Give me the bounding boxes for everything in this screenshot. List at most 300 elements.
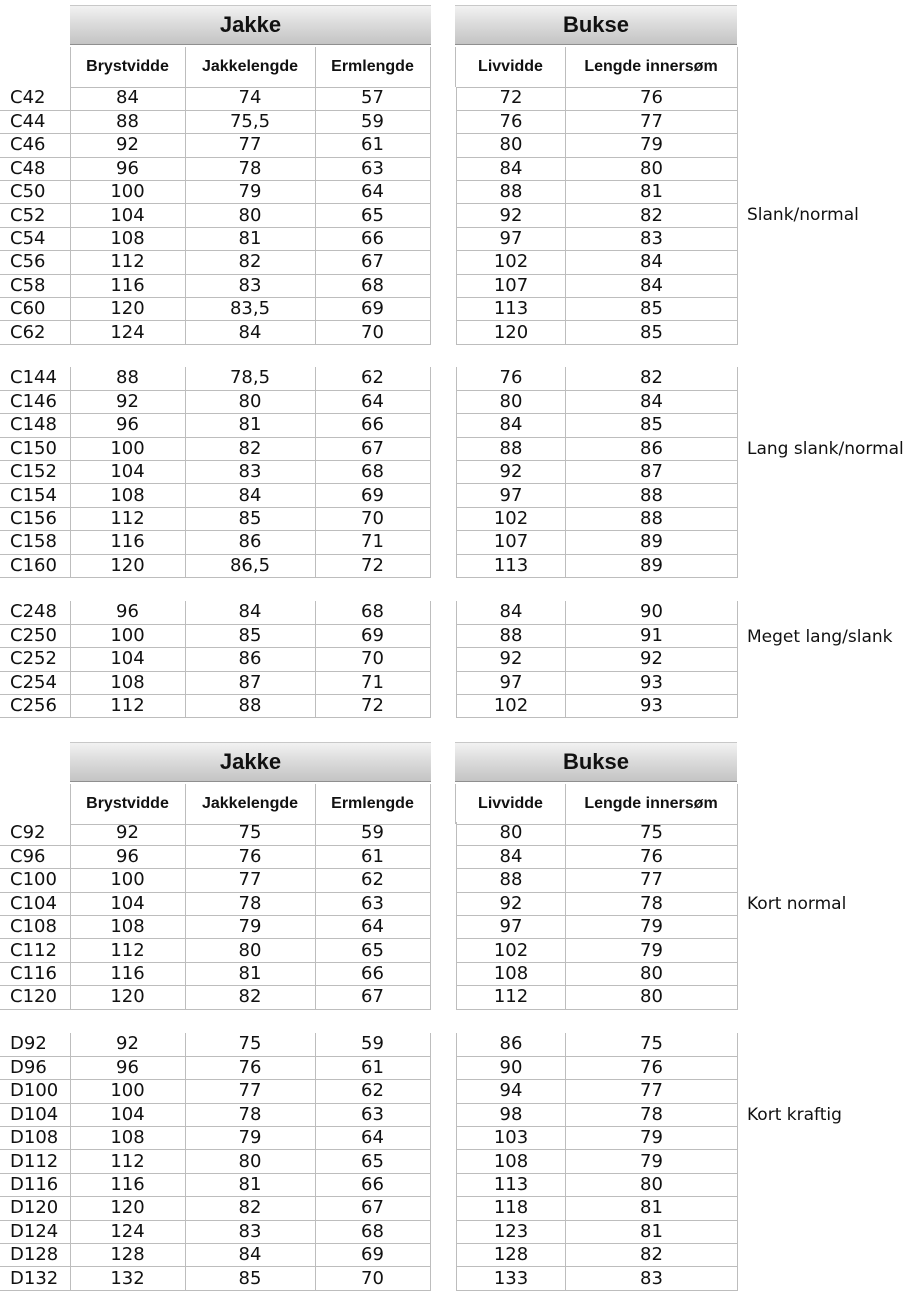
cell-lengde-innersom: 76 xyxy=(566,845,738,868)
cell-brystvidde: 120 xyxy=(70,986,185,1009)
cell-brystvidde: 112 xyxy=(70,507,185,530)
cell-livvidde: 84 xyxy=(457,157,566,180)
table-row xyxy=(457,251,738,274)
cell-size-code: C254 xyxy=(0,671,70,694)
table-row xyxy=(457,1244,738,1267)
cell-livvidde: 97 xyxy=(457,484,566,507)
cell-livvidde: 88 xyxy=(457,181,566,204)
cell-size-code: C58 xyxy=(0,274,70,297)
cell-brystvidde: 116 xyxy=(70,1173,185,1196)
cell-livvidde: 97 xyxy=(457,916,566,939)
cell-brystvidde: 120 xyxy=(70,1197,185,1220)
table-row xyxy=(457,1173,738,1196)
cell-lengde-innersom: 88 xyxy=(566,484,738,507)
table-row xyxy=(0,87,430,110)
cell-jakkelengde: 78,5 xyxy=(185,367,315,390)
table-row xyxy=(457,367,738,390)
cell-size-code: C112 xyxy=(0,939,70,962)
cell-ermlengde: 66 xyxy=(315,1173,430,1196)
cell-jakkelengde: 79 xyxy=(185,181,315,204)
table-row xyxy=(457,624,738,647)
cell-livvidde: 102 xyxy=(457,939,566,962)
table-row xyxy=(0,507,430,530)
cell-ermlengde: 64 xyxy=(315,916,430,939)
cell-jakkelengde: 87 xyxy=(185,671,315,694)
cell-brystvidde: 116 xyxy=(70,531,185,554)
table-row xyxy=(0,601,430,624)
cell-lengde-innersom: 79 xyxy=(566,916,738,939)
table-row xyxy=(457,274,738,297)
cell-jakkelengde: 82 xyxy=(185,1197,315,1220)
cell-size-code: C154 xyxy=(0,484,70,507)
cell-brystvidde: 108 xyxy=(70,1127,185,1150)
cell-size-code: C116 xyxy=(0,962,70,985)
cell-lengde-innersom: 89 xyxy=(566,531,738,554)
table-row xyxy=(0,1244,430,1267)
table-row xyxy=(457,204,738,227)
cell-brystvidde: 104 xyxy=(70,892,185,915)
table-row xyxy=(0,251,430,274)
cell-livvidde: 98 xyxy=(457,1103,566,1126)
table-row xyxy=(0,892,430,915)
table-row xyxy=(457,227,738,250)
cell-size-code: C150 xyxy=(0,437,70,460)
cell-size-code: C60 xyxy=(0,298,70,321)
cell-size-code: C120 xyxy=(0,986,70,1009)
table-row xyxy=(457,110,738,133)
cell-jakkelengde: 76 xyxy=(185,1056,315,1079)
cell-size-code: C144 xyxy=(0,367,70,390)
cell-jakkelengde: 85 xyxy=(185,624,315,647)
cell-ermlengde: 69 xyxy=(315,484,430,507)
cell-brystvidde: 92 xyxy=(70,134,185,157)
table-row xyxy=(457,1150,738,1173)
cell-livvidde: 118 xyxy=(457,1197,566,1220)
bukse-table xyxy=(456,1033,738,1291)
cell-livvidde: 80 xyxy=(457,134,566,157)
cell-livvidde: 84 xyxy=(457,845,566,868)
cell-livvidde: 113 xyxy=(457,554,566,577)
cell-ermlengde: 68 xyxy=(315,461,430,484)
jakke-table xyxy=(0,601,431,718)
table-row xyxy=(0,1103,430,1126)
cell-size-code: C56 xyxy=(0,251,70,274)
cell-brystvidde: 96 xyxy=(70,601,185,624)
table-row xyxy=(0,461,430,484)
group-label-slank-normal: Slank/normal xyxy=(747,205,859,225)
table-row xyxy=(0,274,430,297)
cell-jakkelengde: 77 xyxy=(185,869,315,892)
cell-jakkelengde: 83 xyxy=(185,1220,315,1243)
cell-lengde-innersom: 88 xyxy=(566,507,738,530)
cell-jakkelengde: 77 xyxy=(185,134,315,157)
cell-livvidde: 94 xyxy=(457,1080,566,1103)
cell-jakkelengde: 81 xyxy=(185,414,315,437)
cell-livvidde: 113 xyxy=(457,298,566,321)
cell-size-code: C146 xyxy=(0,390,70,413)
cell-brystvidde: 112 xyxy=(70,251,185,274)
bukse-table xyxy=(456,601,738,718)
cell-brystvidde: 124 xyxy=(70,321,185,344)
cell-jakkelengde: 79 xyxy=(185,1127,315,1150)
table-row xyxy=(0,671,430,694)
table-row xyxy=(0,695,430,718)
cell-lengde-innersom: 75 xyxy=(566,1033,738,1056)
cell-jakkelengde: 79 xyxy=(185,916,315,939)
cell-brystvidde: 100 xyxy=(70,1080,185,1103)
table-row xyxy=(457,390,738,413)
table-row xyxy=(0,321,430,344)
table-row xyxy=(0,822,430,845)
cell-jakkelengde: 81 xyxy=(185,962,315,985)
cell-livvidde: 90 xyxy=(457,1056,566,1079)
cell-livvidde: 102 xyxy=(457,507,566,530)
table-row xyxy=(0,367,430,390)
cell-size-code: C152 xyxy=(0,461,70,484)
cell-size-code: C50 xyxy=(0,181,70,204)
cell-lengde-innersom: 93 xyxy=(566,671,738,694)
cell-size-code: C54 xyxy=(0,227,70,250)
table-row xyxy=(457,484,738,507)
table-row xyxy=(0,134,430,157)
cell-jakkelengde: 85 xyxy=(185,507,315,530)
cell-lengde-innersom: 80 xyxy=(566,962,738,985)
cell-lengde-innersom: 82 xyxy=(566,204,738,227)
table-row xyxy=(0,869,430,892)
cell-brystvidde: 108 xyxy=(70,484,185,507)
cell-ermlengde: 63 xyxy=(315,157,430,180)
table-row xyxy=(0,554,430,577)
group-label-lang-slank-normal: Lang slank/normal xyxy=(747,439,904,459)
cell-livvidde: 92 xyxy=(457,204,566,227)
table-row xyxy=(0,390,430,413)
table-row xyxy=(0,1150,430,1173)
cell-lengde-innersom: 79 xyxy=(566,1127,738,1150)
cell-brystvidde: 108 xyxy=(70,671,185,694)
cell-size-code: C250 xyxy=(0,624,70,647)
cell-brystvidde: 100 xyxy=(70,181,185,204)
cell-livvidde: 103 xyxy=(457,1127,566,1150)
cell-brystvidde: 92 xyxy=(70,390,185,413)
cell-livvidde: 102 xyxy=(457,695,566,718)
table-row xyxy=(457,531,738,554)
jakke-table xyxy=(0,822,431,1010)
bukse-table xyxy=(456,367,738,578)
cell-ermlengde: 63 xyxy=(315,892,430,915)
table-row xyxy=(457,298,738,321)
cell-lengde-innersom: 84 xyxy=(566,390,738,413)
cell-jakkelengde: 83 xyxy=(185,461,315,484)
cell-jakkelengde: 75,5 xyxy=(185,110,315,133)
cell-lengde-innersom: 82 xyxy=(566,1244,738,1267)
cell-jakkelengde: 84 xyxy=(185,601,315,624)
table-row xyxy=(0,939,430,962)
table-row xyxy=(457,554,738,577)
cell-ermlengde: 65 xyxy=(315,939,430,962)
cell-brystvidde: 92 xyxy=(70,822,185,845)
cell-jakkelengde: 84 xyxy=(185,321,315,344)
cell-size-code: C156 xyxy=(0,507,70,530)
cell-ermlengde: 67 xyxy=(315,1197,430,1220)
table-row xyxy=(0,916,430,939)
cell-ermlengde: 68 xyxy=(315,601,430,624)
cell-jakkelengde: 82 xyxy=(185,251,315,274)
cell-ermlengde: 63 xyxy=(315,1103,430,1126)
table-row xyxy=(0,157,430,180)
table-row xyxy=(0,437,430,460)
cell-ermlengde: 61 xyxy=(315,1056,430,1079)
bukse-header: Bukse xyxy=(455,742,737,782)
cell-lengde-innersom: 77 xyxy=(566,1080,738,1103)
cell-lengde-innersom: 85 xyxy=(566,414,738,437)
table-row xyxy=(457,845,738,868)
cell-jakkelengde: 80 xyxy=(185,390,315,413)
table-row xyxy=(457,822,738,845)
cell-size-code: C44 xyxy=(0,110,70,133)
table-row xyxy=(457,1056,738,1079)
cell-size-code: D120 xyxy=(0,1197,70,1220)
cell-jakkelengde: 86 xyxy=(185,531,315,554)
cell-brystvidde: 120 xyxy=(70,298,185,321)
table-row xyxy=(457,601,738,624)
cell-size-code: D96 xyxy=(0,1056,70,1079)
table-row xyxy=(0,1220,430,1243)
table-row xyxy=(0,1056,430,1079)
table-row xyxy=(0,227,430,250)
cell-ermlengde: 70 xyxy=(315,321,430,344)
cell-lengde-innersom: 75 xyxy=(566,822,738,845)
table-row xyxy=(457,414,738,437)
cell-brystvidde: 100 xyxy=(70,437,185,460)
cell-ermlengde: 69 xyxy=(315,1244,430,1267)
table-row xyxy=(0,531,430,554)
bukse-table xyxy=(456,822,738,1010)
table-row xyxy=(457,461,738,484)
cell-size-code: C108 xyxy=(0,916,70,939)
cell-lengde-innersom: 93 xyxy=(566,695,738,718)
cell-jakkelengde: 88 xyxy=(185,695,315,718)
cell-size-code: C248 xyxy=(0,601,70,624)
col-header-jakkelengde: Jakkelengde xyxy=(185,47,315,88)
cell-brystvidde: 96 xyxy=(70,414,185,437)
cell-brystvidde: 132 xyxy=(70,1267,185,1290)
cell-livvidde: 108 xyxy=(457,962,566,985)
cell-size-code: C256 xyxy=(0,695,70,718)
cell-jakkelengde: 82 xyxy=(185,437,315,460)
group-label-meget-lang-slank: Meget lang/slank xyxy=(747,627,893,647)
table-row xyxy=(0,181,430,204)
cell-livvidde: 80 xyxy=(457,822,566,845)
cell-brystvidde: 104 xyxy=(70,648,185,671)
cell-livvidde: 128 xyxy=(457,1244,566,1267)
cell-lengde-innersom: 80 xyxy=(566,986,738,1009)
cell-size-code: C62 xyxy=(0,321,70,344)
col-header-brystvidde: Brystvidde xyxy=(70,784,185,825)
col-header-ermlengde: Ermlengde xyxy=(315,47,430,88)
cell-livvidde: 92 xyxy=(457,461,566,484)
table-row xyxy=(457,939,738,962)
cell-livvidde: 86 xyxy=(457,1033,566,1056)
cell-livvidde: 88 xyxy=(457,624,566,647)
cell-size-code: D108 xyxy=(0,1127,70,1150)
table-row xyxy=(457,87,738,110)
table-row xyxy=(457,1267,738,1290)
cell-ermlengde: 70 xyxy=(315,1267,430,1290)
table-row xyxy=(0,484,430,507)
table-row xyxy=(0,624,430,647)
cell-lengde-innersom: 84 xyxy=(566,251,738,274)
cell-livvidde: 80 xyxy=(457,390,566,413)
cell-ermlengde: 59 xyxy=(315,1033,430,1056)
cell-livvidde: 88 xyxy=(457,869,566,892)
cell-jakkelengde: 86,5 xyxy=(185,554,315,577)
cell-lengde-innersom: 89 xyxy=(566,554,738,577)
cell-livvidde: 76 xyxy=(457,110,566,133)
cell-livvidde: 112 xyxy=(457,986,566,1009)
cell-lengde-innersom: 87 xyxy=(566,461,738,484)
table-row xyxy=(457,869,738,892)
size-block-1 xyxy=(0,5,911,725)
cell-size-code: C48 xyxy=(0,157,70,180)
table-row xyxy=(0,986,430,1009)
table-row xyxy=(0,962,430,985)
cell-jakkelengde: 74 xyxy=(185,87,315,110)
cell-size-code: D124 xyxy=(0,1220,70,1243)
cell-size-code: C52 xyxy=(0,204,70,227)
table-row xyxy=(457,181,738,204)
cell-lengde-innersom: 78 xyxy=(566,1103,738,1126)
table-row xyxy=(457,321,738,344)
cell-livvidde: 97 xyxy=(457,227,566,250)
group-label-kort-kraftig: Kort kraftig xyxy=(747,1105,842,1125)
cell-lengde-innersom: 84 xyxy=(566,274,738,297)
cell-ermlengde: 65 xyxy=(315,1150,430,1173)
cell-lengde-innersom: 85 xyxy=(566,321,738,344)
cell-size-code: C46 xyxy=(0,134,70,157)
table-row xyxy=(457,1080,738,1103)
cell-ermlengde: 69 xyxy=(315,624,430,647)
cell-brystvidde: 96 xyxy=(70,157,185,180)
col-header-lengde-innersom: Lengde innersøm xyxy=(565,47,737,88)
cell-lengde-innersom: 85 xyxy=(566,298,738,321)
jakke-table xyxy=(0,367,431,578)
cell-size-code: C42 xyxy=(0,87,70,110)
cell-livvidde: 108 xyxy=(457,1150,566,1173)
table-row xyxy=(0,204,430,227)
cell-lengde-innersom: 78 xyxy=(566,892,738,915)
cell-ermlengde: 70 xyxy=(315,507,430,530)
table-row xyxy=(0,298,430,321)
cell-lengde-innersom: 83 xyxy=(566,1267,738,1290)
cell-livvidde: 92 xyxy=(457,892,566,915)
table-row xyxy=(457,1103,738,1126)
cell-size-code: D116 xyxy=(0,1173,70,1196)
col-header-ermlengde: Ermlengde xyxy=(315,784,430,825)
table-row xyxy=(0,1033,430,1056)
cell-livvidde: 102 xyxy=(457,251,566,274)
cell-livvidde: 76 xyxy=(457,367,566,390)
table-row xyxy=(0,1197,430,1220)
table-row xyxy=(457,671,738,694)
table-row xyxy=(0,110,430,133)
cell-size-code: C92 xyxy=(0,822,70,845)
cell-livvidde: 133 xyxy=(457,1267,566,1290)
cell-brystvidde: 108 xyxy=(70,916,185,939)
cell-ermlengde: 61 xyxy=(315,845,430,868)
cell-size-code: C160 xyxy=(0,554,70,577)
cell-livvidde: 84 xyxy=(457,601,566,624)
cell-ermlengde: 68 xyxy=(315,274,430,297)
cell-lengde-innersom: 90 xyxy=(566,601,738,624)
cell-brystvidde: 88 xyxy=(70,367,185,390)
cell-jakkelengde: 78 xyxy=(185,892,315,915)
cell-ermlengde: 72 xyxy=(315,554,430,577)
cell-ermlengde: 62 xyxy=(315,869,430,892)
table-row xyxy=(0,1080,430,1103)
cell-lengde-innersom: 79 xyxy=(566,939,738,962)
cell-lengde-innersom: 77 xyxy=(566,110,738,133)
table-row xyxy=(457,1127,738,1150)
cell-brystvidde: 124 xyxy=(70,1220,185,1243)
jakke-table xyxy=(0,1033,431,1291)
col-header-livvidde: Livvidde xyxy=(456,47,565,88)
cell-lengde-innersom: 80 xyxy=(566,1173,738,1196)
table-row xyxy=(0,648,430,671)
cell-livvidde: 92 xyxy=(457,648,566,671)
jakke-header: Jakke xyxy=(70,5,431,45)
cell-livvidde: 72 xyxy=(457,87,566,110)
cell-size-code: C158 xyxy=(0,531,70,554)
cell-size-code: C104 xyxy=(0,892,70,915)
cell-brystvidde: 104 xyxy=(70,461,185,484)
cell-ermlengde: 71 xyxy=(315,671,430,694)
cell-brystvidde: 120 xyxy=(70,554,185,577)
cell-size-code: D132 xyxy=(0,1267,70,1290)
table-row xyxy=(457,892,738,915)
cell-jakkelengde: 78 xyxy=(185,1103,315,1126)
cell-jakkelengde: 83 xyxy=(185,274,315,297)
table-row xyxy=(0,1127,430,1150)
cell-ermlengde: 70 xyxy=(315,648,430,671)
cell-ermlengde: 57 xyxy=(315,87,430,110)
cell-ermlengde: 67 xyxy=(315,437,430,460)
table-row xyxy=(457,695,738,718)
cell-lengde-innersom: 76 xyxy=(566,1056,738,1079)
cell-brystvidde: 100 xyxy=(70,624,185,647)
cell-jakkelengde: 86 xyxy=(185,648,315,671)
cell-ermlengde: 72 xyxy=(315,695,430,718)
table-row xyxy=(457,648,738,671)
group-label-kort-normal: Kort normal xyxy=(747,894,847,914)
cell-ermlengde: 64 xyxy=(315,390,430,413)
table-row xyxy=(457,962,738,985)
cell-lengde-innersom: 92 xyxy=(566,648,738,671)
cell-brystvidde: 96 xyxy=(70,1056,185,1079)
cell-lengde-innersom: 82 xyxy=(566,367,738,390)
size-block-2 xyxy=(0,742,911,1312)
cell-brystvidde: 104 xyxy=(70,204,185,227)
cell-livvidde: 88 xyxy=(457,437,566,460)
cell-brystvidde: 112 xyxy=(70,1150,185,1173)
col-header-jakkelengde: Jakkelengde xyxy=(185,784,315,825)
cell-lengde-innersom: 83 xyxy=(566,227,738,250)
col-header-livvidde: Livvidde xyxy=(456,784,565,825)
cell-jakkelengde: 84 xyxy=(185,1244,315,1267)
cell-ermlengde: 66 xyxy=(315,227,430,250)
col-header-lengde-innersom: Lengde innersøm xyxy=(565,784,737,825)
cell-brystvidde: 116 xyxy=(70,962,185,985)
cell-ermlengde: 67 xyxy=(315,986,430,1009)
